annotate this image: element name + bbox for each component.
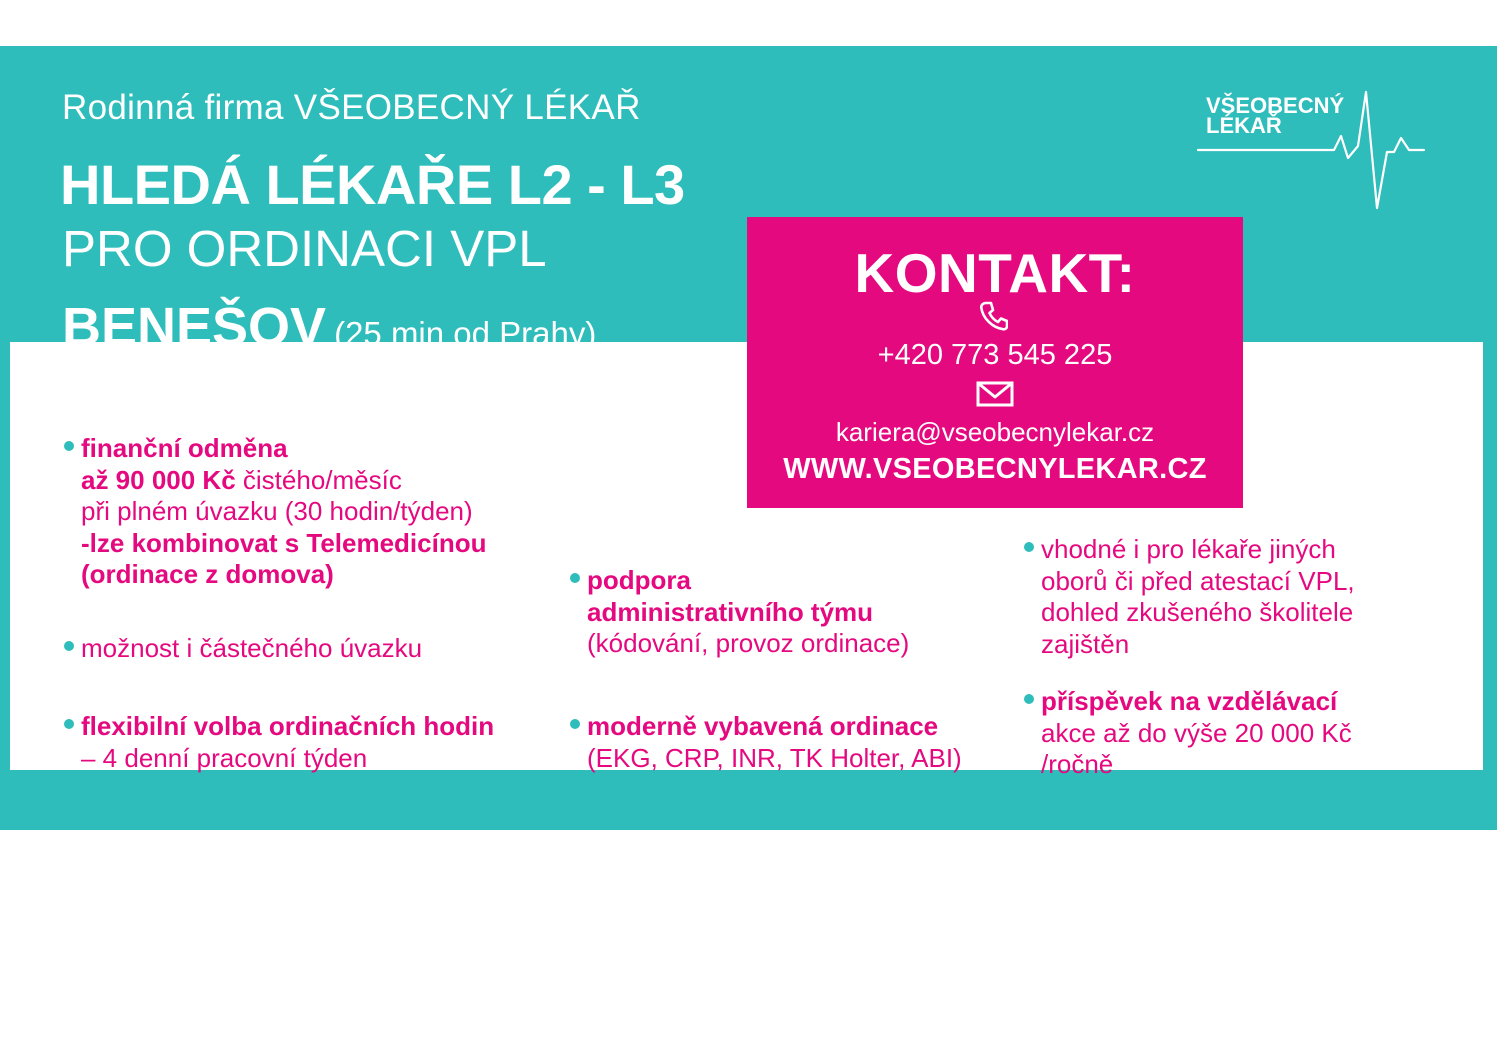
support-title-2: administrativního týmu [587,596,874,627]
reward-telemedicine: -lze kombinovat s Telemedicínou [81,527,487,558]
contact-title: KONTAKT: [854,242,1136,304]
reward-period: čistého/měsíc [235,464,402,495]
benefit-parttime [81,633,422,665]
bullet-dot [570,719,580,729]
suitable-line-3: dohled zkušeného školitele [1041,597,1354,627]
benefit-support [587,565,909,660]
suitable-line-2: oborů či před atestací VPL, [1041,565,1355,596]
benefit-reward [81,433,487,591]
benefit-flexible [81,711,494,774]
contact-box [747,217,1243,508]
bullet-dot [1024,694,1034,704]
education-title: příspěvek na vzdělávací [1041,686,1338,716]
subheadline: PRO ORDINACI VPL [62,220,547,277]
bullet-dot [64,641,74,651]
intro-text: Rodinná firma VŠEOBECNÝ LÉKAŘ [62,88,641,127]
benefit-equipped [587,711,962,774]
education-amount: akce až do výše 20 000 Kč [1041,717,1352,748]
city-note: (25 min od Prahy) [334,315,597,352]
education-period: /ročně [1041,749,1114,779]
heartbeat-icon [1196,88,1426,212]
contact-phone[interactable]: +420 773 545 225 [877,339,1113,371]
headline: HLEDÁ LÉKAŘE L2 - L3 [60,153,685,216]
phone-icon [980,301,1008,331]
envelope-icon [976,381,1014,407]
parttime-text: možnost i částečného úvazku [81,633,423,663]
support-note: (kódování, provoz ordinace) [587,628,910,658]
contact-website[interactable]: WWW.VSEOBECNYLEKAR.CZ [783,453,1207,485]
flexible-title: flexibilní volba ordinačních hodin [81,711,495,741]
city-name: BENEŠOV [62,297,327,357]
benefit-education [1041,686,1352,781]
equipped-note: (EKG, CRP, INR, TK Holter, ABI) [587,742,962,773]
reward-home-office: (ordinace z domova) [81,559,334,589]
bullet-dot [64,441,74,451]
suitable-line-1: vhodné i pro lékaře jiných [1041,534,1336,564]
reward-title: finanční odměna [81,433,288,463]
suitable-line-4: zajištěn [1041,628,1130,659]
benefit-suitable [1041,534,1355,660]
location [62,296,596,358]
contact-email[interactable]: kariera@vseobecnylekar.cz [835,417,1155,447]
logo-line-2: LÉKAŘ [1206,113,1282,138]
bullet-dot [570,573,580,583]
bullet-dot [1024,542,1034,552]
flexible-note: – 4 denní pracovní týden [81,742,368,773]
reward-amount: až 90 000 Kč [81,464,236,495]
brand-logo [1196,88,1426,212]
reward-condition: při plném úvazku (30 hodin/týden) [81,496,473,526]
logo-line-1: VŠEOBECNÝ [1206,93,1345,118]
support-title-1: podpora [587,565,691,595]
equipped-title: moderně vybavená ordinace [587,711,939,741]
bullet-dot [64,719,74,729]
